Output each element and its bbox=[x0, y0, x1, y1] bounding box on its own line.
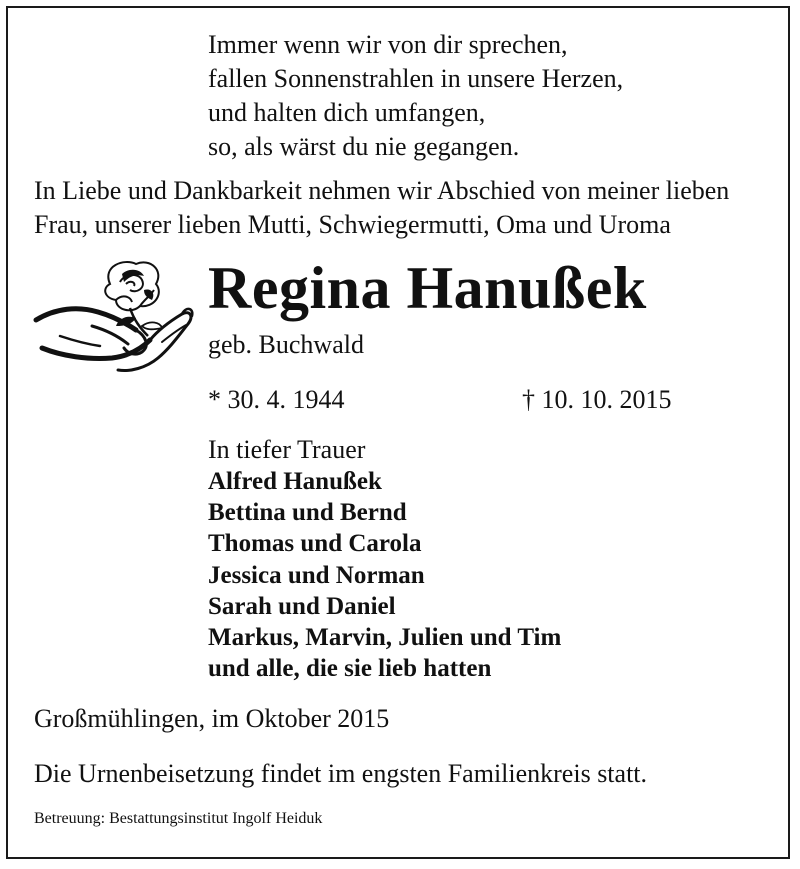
mourner: und alle, die sie lieb hatten bbox=[208, 655, 492, 683]
maiden-name: geb. Buchwald bbox=[208, 330, 364, 359]
death-date: † 10. 10. 2015 bbox=[522, 385, 672, 414]
poem-line: und halten dich umfangen, bbox=[208, 98, 486, 127]
mourning-heading: In tiefer Trauer bbox=[208, 435, 366, 464]
intro-text bbox=[34, 174, 729, 242]
funeral-home-credit: Betreuung: Bestattungsinstitut Ingolf Heiduk bbox=[34, 810, 323, 827]
rose-in-hands-icon bbox=[32, 254, 202, 386]
mourners-list bbox=[208, 466, 561, 684]
deceased-name: Regina Hanußek bbox=[208, 255, 647, 321]
burial-notice: Die Urnenbeisetzung findet im engsten Familienkreis statt. bbox=[34, 759, 648, 788]
intro-line: In Liebe und Dankbarkeit nehmen wir Abschied von meiner lieben bbox=[34, 176, 730, 205]
poem-line: so, als wärst du nie gegangen. bbox=[208, 132, 520, 161]
poem bbox=[208, 28, 623, 164]
mourner: Sarah und Daniel bbox=[208, 592, 396, 620]
poem-line: Immer wenn wir von dir sprechen, bbox=[208, 30, 568, 59]
mourner: Bettina und Bernd bbox=[208, 499, 407, 527]
mourner: Markus, Marvin, Julien und Tim bbox=[208, 623, 562, 651]
intro-line: Frau, unserer lieben Mutti, Schwiegermutti, Oma und Uroma bbox=[34, 210, 671, 239]
birth-date: * 30. 4. 1944 bbox=[208, 385, 345, 414]
mourner: Alfred Hanußek bbox=[208, 468, 382, 495]
place-date: Großmühlingen, im Oktober 2015 bbox=[34, 704, 390, 733]
poem-line: fallen Sonnenstrahlen in unsere Herzen, bbox=[208, 64, 624, 93]
mourner: Thomas und Carola bbox=[208, 530, 422, 558]
mourner: Jessica und Norman bbox=[208, 561, 425, 589]
